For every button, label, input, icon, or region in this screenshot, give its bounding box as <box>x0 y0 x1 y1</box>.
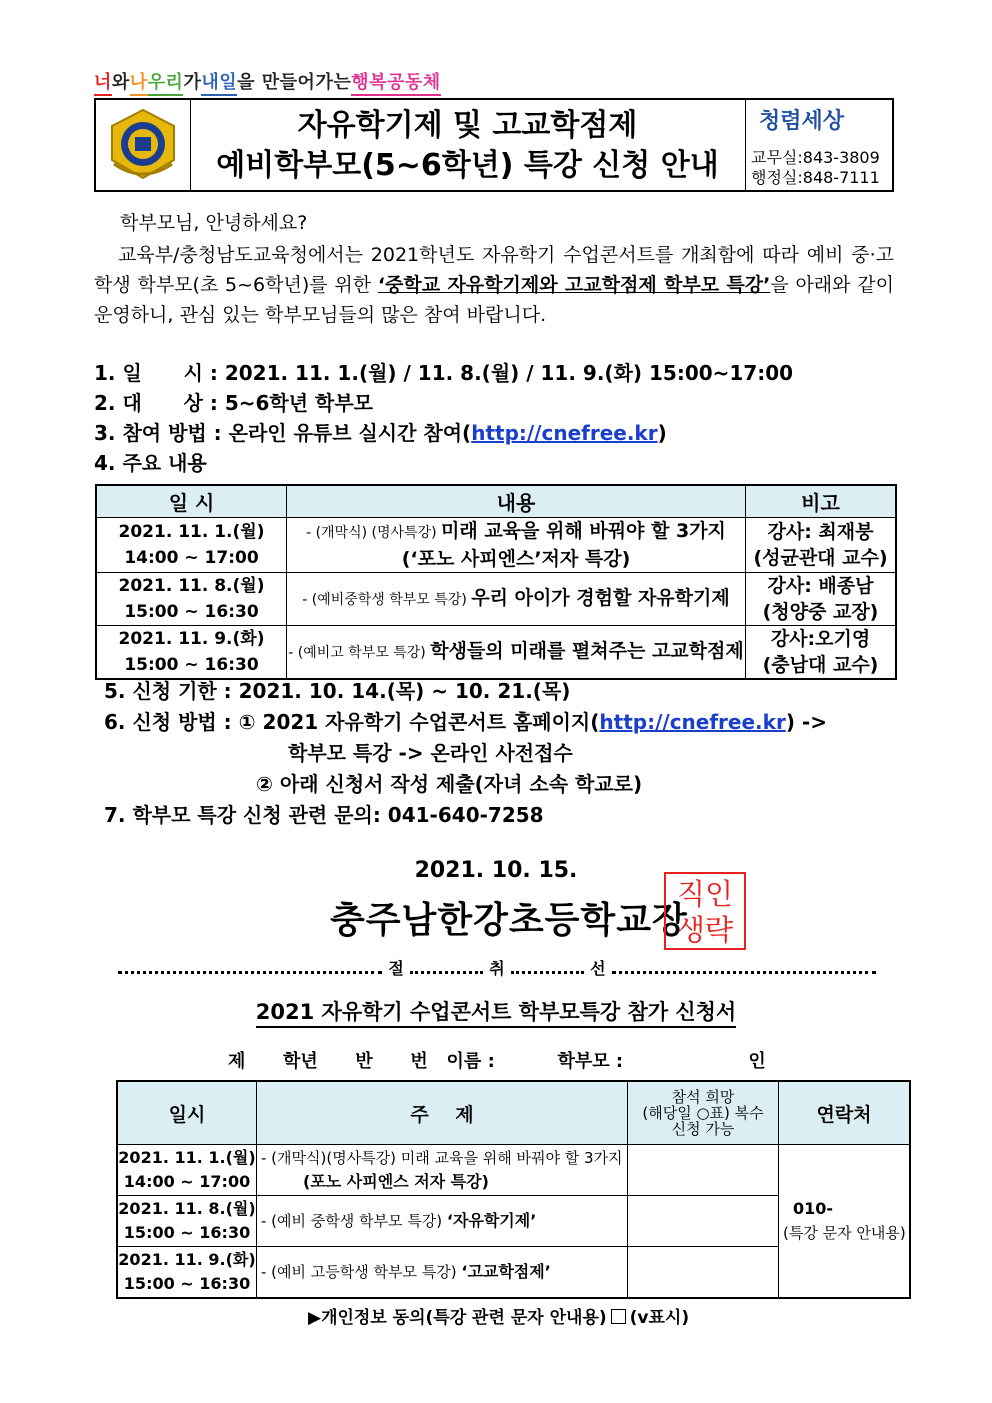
time-text: 15:00 ~ 16:30 <box>123 1223 251 1242</box>
content-title: 우리 아이가 경험할 자유학기제 <box>471 587 730 609</box>
apply-step: 학부모 특강 -> 온라인 사전접수 <box>288 741 573 765</box>
topic-sub: (포노 사피엔스 저자 특강) <box>303 1172 489 1191</box>
lecturer-affiliation: (청양중 교장) <box>762 601 879 623</box>
contact-cell[interactable] <box>779 1145 911 1299</box>
date-cell <box>96 518 287 573</box>
content-title: 학생들의 미래를 펼쳐주는 고교학점제 <box>430 640 744 662</box>
slogan-word: 나 <box>130 68 148 96</box>
item-apply-method <box>104 707 827 738</box>
table-header-row <box>117 1081 910 1145</box>
attend-header: 신청 가능 <box>671 1120 735 1138</box>
note-cell <box>746 518 897 573</box>
application-table <box>116 1080 911 1299</box>
attend-input[interactable] <box>628 1145 779 1196</box>
date-cell <box>96 573 287 626</box>
date-cell <box>117 1196 257 1247</box>
content-cell <box>287 573 746 626</box>
date-text: 2021. 11. 1.(월) <box>118 522 265 542</box>
cut-line <box>118 956 876 979</box>
contact-note: (특강 문자 안내용) <box>783 1224 906 1242</box>
form-title-text: 2021 자유학기 수업콘서트 학부모특강 참가 신청서 <box>256 1000 736 1028</box>
col-header <box>628 1081 779 1145</box>
note-cell <box>746 573 897 626</box>
item-schedule: 1. 일 시 : 2021. 11. 1.(월) / 11. 8.(월) / 11. 9.(화) 15:00~17:00 <box>94 361 794 385</box>
slogan-word: 우리 <box>148 68 184 96</box>
lecturer-affiliation: (충남대 교수) <box>762 654 879 676</box>
stamp-text: 직인 <box>676 877 734 911</box>
table-row <box>96 573 896 626</box>
cnefree-link[interactable]: http://cnefree.kr <box>599 710 786 734</box>
content-sub: (‘포노 사피엔스’저자 특강) <box>401 548 631 570</box>
contact-prefix: 010- <box>793 1199 834 1218</box>
slogan-text: 가 <box>183 72 202 93</box>
contact-numbers <box>747 148 892 188</box>
item-target: 2. 대 상 : 5~6학년 학부모 <box>94 391 373 415</box>
cut-label: 선 <box>590 959 606 978</box>
content-cell <box>287 518 746 573</box>
topic-text: - (개막식)(명사특강) 미래 교육을 위해 바꿔야 할 3가지 <box>261 1149 623 1167</box>
phone-admin-office: 행정실:848-7111 <box>751 168 880 187</box>
lecturer: 강사: 배종남 <box>767 575 874 597</box>
date-cell <box>117 1145 257 1196</box>
intro-paragraph <box>94 240 894 330</box>
intro-text: 교육부/충청남도교육청에서는 2021학년도 자유학기 수업콘서트를 개최함에 따라 예비 중·고학생 학부모(초 5~6학년)를 위한 <box>94 244 894 296</box>
item-method <box>94 418 793 448</box>
document-header <box>94 98 894 192</box>
item-inquiry: 7. 학부모 특강 신청 관련 문의: 041-640-7258 <box>104 803 544 827</box>
topic-sub: ‘고교학점제’ <box>461 1262 551 1281</box>
slogan-word: 행복공동체 <box>351 68 440 96</box>
item-content: 4. 주요 내용 <box>94 451 207 475</box>
time-text: 15:00 ~ 16:30 <box>123 1274 251 1293</box>
privacy-consent <box>308 1303 689 1328</box>
contact-cell <box>747 100 892 190</box>
consent-checkbox[interactable] <box>611 1309 626 1324</box>
cnefree-link[interactable]: http://cnefree.kr <box>471 421 658 445</box>
col-header: 일시 <box>117 1081 257 1145</box>
lecturer-affiliation: (성균관대 교수) <box>753 547 888 569</box>
topic-cell <box>257 1145 628 1196</box>
table-row <box>96 626 896 680</box>
item-method-text: 3. 참여 방법 : 온라인 유튜브 실시간 참여( <box>94 421 472 445</box>
item-method-text: ) <box>657 421 667 445</box>
greeting: 학부모님, 안녕하세요? <box>120 212 308 234</box>
slogan-text: 와 <box>111 72 130 93</box>
time-text: 15:00 ~ 16:30 <box>124 602 259 622</box>
notice-items <box>94 358 793 478</box>
table-row <box>96 518 896 573</box>
apply-option-2: ② 아래 신청서 작성 제출(자녀 소속 학교로) <box>256 772 643 796</box>
content-title: 미래 교육을 위해 바꿔야 할 3가지 <box>441 520 726 542</box>
content-tag: - (예비고 학부모 특강) <box>288 645 431 661</box>
col-header: 비고 <box>746 485 897 518</box>
consent-text: ▶개인정보 동의(특강 관련 문자 안내용) <box>308 1308 607 1328</box>
consent-hint: (v표시) <box>629 1308 690 1328</box>
stamp-text: 생략 <box>676 913 734 947</box>
phone-teachers-office: 교무실:843-3809 <box>751 148 880 167</box>
attend-header: 참석 희망 <box>671 1088 735 1106</box>
page-title <box>190 100 746 190</box>
seal-omitted-stamp <box>664 872 746 950</box>
schedule-table <box>95 484 897 680</box>
intro-highlight: ‘중학교 자유학기제와 고교학점제 학부모 특강’ <box>377 274 771 296</box>
title-line-2: 예비학부모(5∼6학년) 특강 신청 안내 <box>216 148 719 183</box>
slogan-word: 내일 <box>201 68 237 96</box>
slogan <box>94 68 441 96</box>
student-fields: 제 학년 반 번 이름 : 학부모 : 인 <box>228 1051 766 1072</box>
topic-text: - (예비 중학생 학부모 특강) <box>261 1212 447 1230</box>
lecturer: 강사:오기영 <box>770 628 871 650</box>
topic-cell <box>257 1247 628 1299</box>
date-text: 2021. 11. 8.(월) <box>118 576 265 596</box>
time-text: 15:00 ~ 16:30 <box>124 655 259 675</box>
date-text: 2021. 11. 8.(월) <box>118 1199 256 1218</box>
time-text: 14:00 ~ 17:00 <box>124 548 259 568</box>
slogan-text: 을 만들어가는 <box>237 72 352 93</box>
form-title <box>0 996 992 1026</box>
date-text: 2021. 11. 9.(화) <box>118 629 265 649</box>
table-row <box>117 1145 910 1196</box>
lecturer: 강사: 최재붕 <box>767 521 874 543</box>
cut-label: 취 <box>489 959 505 978</box>
intro-text: 을 아래와 같이 운영하니, 관심 있는 학부모님들의 많은 참여 바랍니다. <box>94 274 894 326</box>
apply-text: 6. 신청 방법 : ① 2021 자유학기 수업콘서트 홈페이지( <box>104 710 600 734</box>
brand-logo: 청렴세상 <box>759 108 845 134</box>
application-items <box>104 676 827 831</box>
topic-sub: ‘자유학기제’ <box>446 1211 537 1230</box>
note-cell <box>746 626 897 680</box>
cut-label: 절 <box>388 959 404 978</box>
principal-name: 충주남한강초등학교장 <box>330 900 688 941</box>
topic-cell <box>257 1196 628 1247</box>
date-cell <box>117 1247 257 1299</box>
apply-text: ) -> <box>785 710 827 734</box>
slogan-word: 너 <box>94 68 112 96</box>
attend-header: (해당일 ○표) 복수 <box>642 1104 764 1122</box>
content-cell <box>287 626 746 680</box>
date-text: 2021. 11. 1.(월) <box>118 1148 256 1167</box>
topic-text: - (예비 고등학생 학부모 특강) <box>261 1263 462 1281</box>
table-header-row <box>96 485 896 518</box>
date-cell <box>96 626 287 680</box>
col-header: 주 제 <box>257 1081 628 1145</box>
school-logo-cell <box>96 100 191 190</box>
date-text: 2021. 11. 9.(화) <box>118 1250 256 1269</box>
attend-input[interactable] <box>628 1247 779 1299</box>
col-header: 일 시 <box>96 485 287 518</box>
school-emblem-icon <box>96 100 190 190</box>
col-header: 연락처 <box>779 1081 911 1145</box>
content-tag: - (개막식) (명사특강) <box>306 525 441 541</box>
issue-date: 2021. 10. 15. <box>414 858 578 883</box>
title-line-1: 자유학기제 및 고교학점제 <box>297 108 638 143</box>
attend-input[interactable] <box>628 1196 779 1247</box>
time-text: 14:00 ~ 17:00 <box>123 1172 251 1191</box>
content-tag: - (예비중학생 학부모 특강) <box>302 592 472 608</box>
col-header: 내용 <box>287 485 746 518</box>
item-deadline: 5. 신청 기한 : 2021. 10. 14.(목) ~ 10. 21.(목) <box>104 679 571 703</box>
